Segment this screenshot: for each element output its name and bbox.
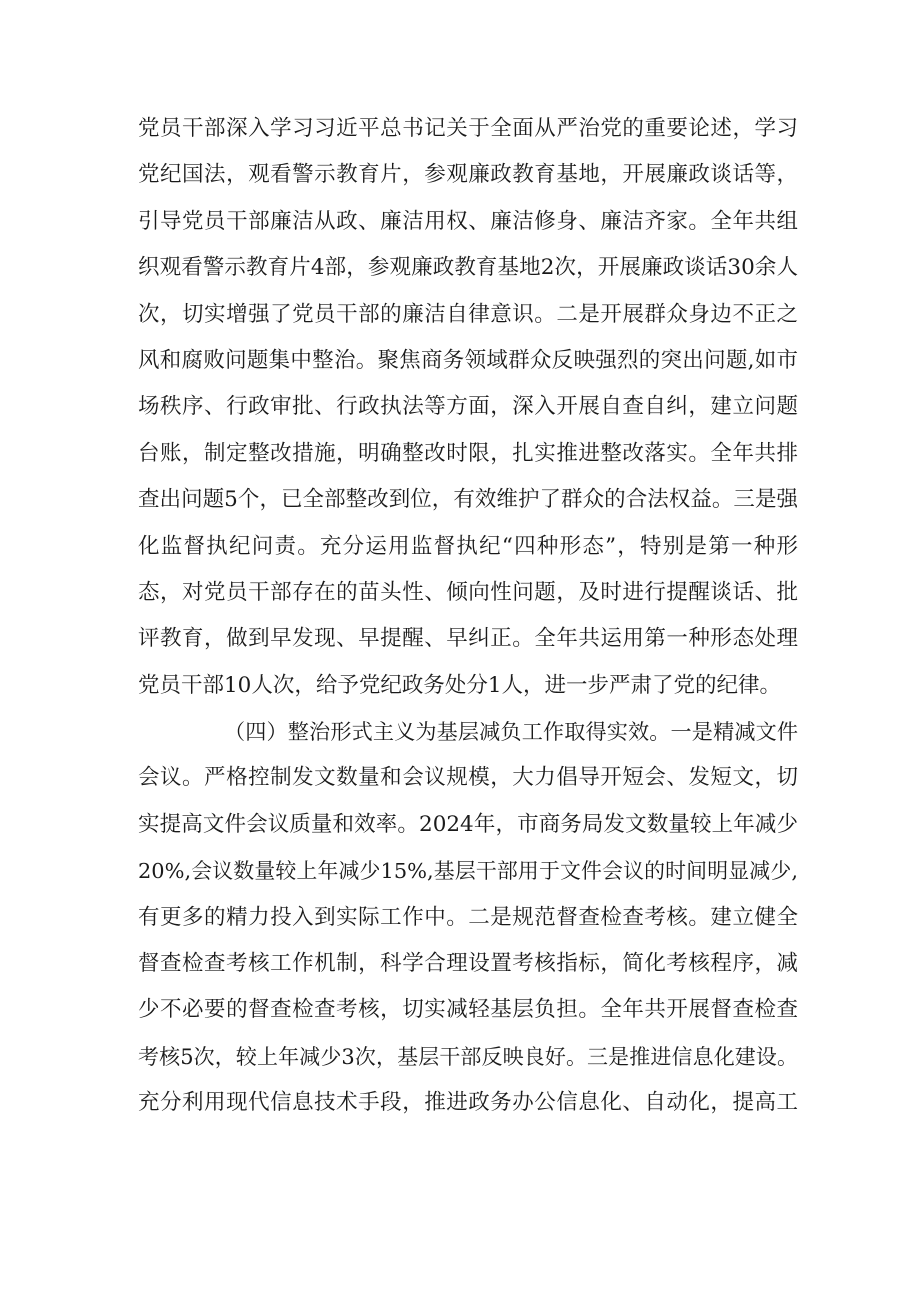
text-line: 少不必要的督查检查考核，切实减轻基层负担。全年共开展督查检查 [138,997,798,1023]
text-line: 20%,会议数量较上年减少15%,基层干部用于文件会议的时间明显减少, [138,859,798,884]
document-body [138,106,798,1127]
text-line: 织观看警示教育片4部，参观廉政教育基地2次，开展廉政谈话30余人 [138,255,798,281]
text-line: 党纪国法，观看警示教育片，参观廉政教育基地，开展廉政谈话等， [138,162,798,188]
paragraph-2 [138,709,798,1127]
text-line: 党员干部10人次，给予党纪政务处分1人，进一步严肃了党的纪律。 [138,672,782,698]
text-line: 评教育，做到早发现、早提醒、早纠正。全年共运用第一种形态处理 [138,626,798,652]
text-line: 场秩序、行政审批、行政执法等方面，深入开展自查自纠，建立问题 [138,394,798,420]
section-heading-line: （四）整治形式主义为基层减负工作取得实效。一是精减文件 [224,719,798,745]
text-line: 引导党员干部廉洁从政、廉洁用权、廉洁修身、廉洁齐家。全年共组 [138,208,798,234]
text-line: 督查检查考核工作机制，科学合理设置考核指标，简化考核程序，减 [138,951,798,977]
text-line: 台账，制定整改措施，明确整改时限，扎实推进整改落实。全年共排 [138,440,798,466]
text-line: 实提高文件会议质量和效率。2024年，市商务局发文数量较上年减少 [138,811,798,837]
text-line: 化监督执纪问责。充分运用监督执纪“四种形态”，特别是第一种形 [138,533,798,559]
text-line: 有更多的精力投入到实际工作中。二是规范督查检查考核。建立健全 [138,904,798,930]
text-line: 态，对党员干部存在的苗头性、倾向性问题，及时进行提醒谈话、批 [138,579,798,605]
text-line: 查出问题5个，已全部整改到位，有效维护了群众的合法权益。三是强 [138,487,798,513]
text-line: 风和腐败问题集中整治。聚焦商务领域群众反映强烈的突出问题,如市 [138,347,798,373]
text-line: 考核5次，较上年减少3次，基层干部反映良好。三是推进信息化建设。 [138,1044,798,1069]
text-line: 党员干部深入学习习近平总书记关于全面从严治党的重要论述，学习 [138,116,798,141]
text-line: 会议。严格控制发文数量和会议规模，大力倡导开短会、发短文，切 [138,765,798,791]
paragraph-1 [138,106,798,709]
text-line: 充分利用现代信息技术手段，推进政务办公信息化、自动化，提高工 [138,1090,798,1116]
text-line: 次，切实增强了党员干部的廉洁自律意识。二是开展群众身边不正之 [138,301,798,327]
